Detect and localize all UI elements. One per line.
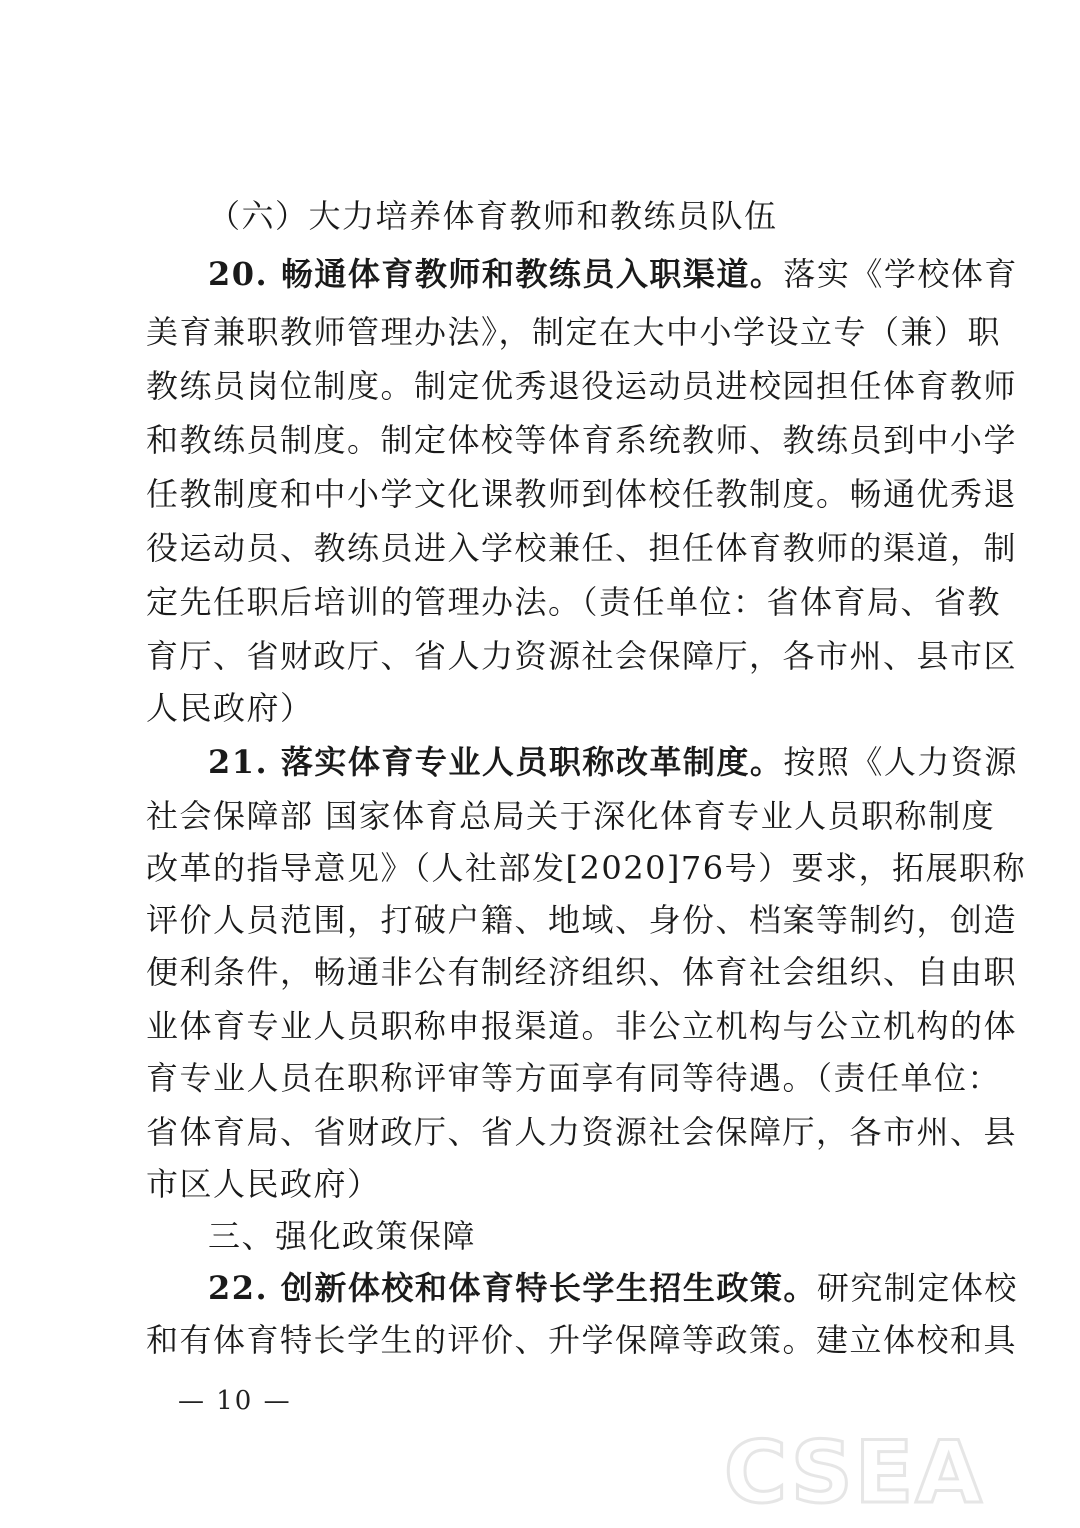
- paragraph-line: 役运动员、教练员进入学校兼任、担任体育教师的渠道，制: [146, 529, 1018, 567]
- paragraph-line: 人民政府）: [146, 689, 314, 727]
- paragraph-line: 省体育局、省财政厅、省人力资源社会保障厅，各市州、县: [146, 1113, 1018, 1151]
- paragraph-line: 市区人民政府）: [146, 1165, 381, 1203]
- line-text: 按照《人力资源: [783, 743, 1018, 781]
- section-heading-three: 三、强化政策保障: [208, 1217, 477, 1255]
- paragraph-line: 教练员岗位制度。制定优秀退役运动员进校园担任体育教师: [146, 367, 1018, 405]
- line-text: 研究制定体校: [816, 1269, 1018, 1307]
- paragraph-line: 便利条件，畅通非公有制经济组织、体育社会组织、自由职: [146, 953, 1018, 991]
- item-21-title: 21. 落实体育专业人员职称改革制度。: [208, 743, 784, 781]
- csea-watermark-logo: CSEA: [724, 1423, 984, 1523]
- item-22-heading-line: [208, 1268, 1018, 1308]
- paragraph-line: 育厅、省财政厅、省人力资源社会保障厅，各市州、县市区: [146, 637, 1018, 675]
- paragraph-line: 和教练员制度。制定体校等体育系统教师、教练员到中小学: [146, 421, 1018, 459]
- paragraph-line: 美育兼职教师管理办法》，制定在大中小学设立专（兼）职: [146, 313, 1002, 351]
- item-20-title: 20. 畅通体育教师和教练员入职渠道。: [208, 255, 784, 293]
- line-text: （六）大力培养体育教师和教练员队伍: [208, 197, 778, 235]
- paragraph-line: 业体育专业人员职称申报渠道。非公立机构与公立机构的体: [146, 1007, 1018, 1045]
- paragraph-line: 和有体育特长学生的评价、升学保障等政策。建立体校和具: [146, 1321, 1018, 1359]
- item-22-title: 22. 创新体校和体育特长学生招生政策。: [208, 1269, 817, 1307]
- paragraph-line: 育专业人员在职称评审等方面享有同等待遇。（责任单位：: [146, 1059, 1002, 1097]
- item-20-heading-line: [208, 254, 1018, 294]
- paragraph-line: 定先任职后培训的管理办法。（责任单位：省体育局、省教: [146, 583, 1002, 621]
- line-text: 落实《学校体育: [783, 255, 1018, 293]
- item-21-heading-line: [208, 742, 1018, 782]
- paragraph-line: 任教制度和中小学文化课教师到体校任教制度。畅通优秀退: [146, 475, 1018, 513]
- section-heading-six: [208, 196, 936, 236]
- paragraph-line: 社会保障部 国家体育总局关于深化体育专业人员职称制度: [146, 797, 996, 835]
- paragraph-line: 改革的指导意见》（人社部发[2020]76号）要求，拓展职称: [146, 849, 1027, 887]
- page-number: — 10 —: [178, 1386, 292, 1416]
- paragraph-line: 评价人员范围，打破户籍、地域、身份、档案等制约，创造: [146, 901, 1018, 939]
